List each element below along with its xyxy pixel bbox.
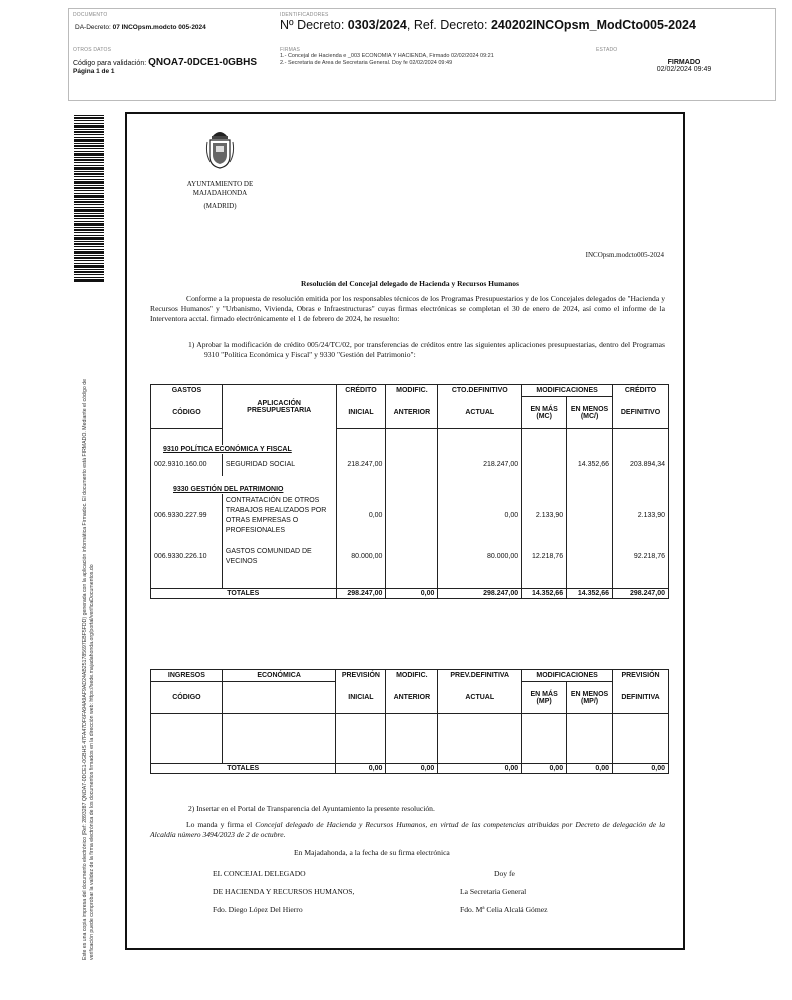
col-modific: MODIFIC. xyxy=(386,385,438,397)
col-en-mas: EN MÁS (MP) xyxy=(522,682,567,714)
col-inicial: INICIAL xyxy=(336,397,386,429)
closing-lead: Lo manda y firma el xyxy=(186,820,253,829)
firma-line-1: 1.- Concejal de Hacienda e _003 ECONOMIA Y HACIENDA, Firmado 02/02/2024 09:21 xyxy=(280,53,494,59)
total-en-mas: 14.352,66 xyxy=(522,589,567,599)
signature-right xyxy=(460,865,548,919)
cell-inicial: 0,00 xyxy=(336,494,386,537)
col-gastos: GASTOS xyxy=(151,385,223,397)
signature-header xyxy=(68,8,776,101)
col-prevision: PREVISIÓN xyxy=(336,670,386,682)
codigo-value[interactable]: QNOA7-0DCE1-0GBHS xyxy=(148,57,258,68)
col-en-mas: EN MÁS (MC) xyxy=(522,397,567,429)
col-credito-2: CRÉDITO xyxy=(613,385,669,397)
ayuntamiento-block xyxy=(160,180,280,211)
table-header-row xyxy=(151,385,669,397)
totals-label: TOTALES xyxy=(151,764,336,774)
cell-actual: 0,00 xyxy=(438,494,522,537)
total-en-mas: 0,00 xyxy=(522,764,567,774)
signature-left xyxy=(213,865,354,919)
cell-anterior xyxy=(386,537,438,577)
ayto-line-2: MAJADAHONDA xyxy=(192,189,248,197)
otros-label: OTROS DATOS xyxy=(73,47,112,53)
cell-en-menos: 14.352,66 xyxy=(567,454,613,476)
col-economica: ECONÓMICA xyxy=(222,670,336,682)
documento-label: DOCUMENTO xyxy=(73,12,108,18)
firma-line-2: 2.- Secretaria de Area de Secretaria General. Doy fe 02/02/2024 09:49 xyxy=(280,60,453,66)
cell-aplicacion: SEGURIDAD SOCIAL xyxy=(222,454,336,476)
signer-left-name: Fdo. Diego López Del Hierro xyxy=(213,905,303,914)
cell-definitivo: 92.218,76 xyxy=(613,537,669,577)
signer-left-area: DE HACIENDA Y RECURSOS HUMANOS, xyxy=(213,887,355,896)
side-text-1: Este es una copia impresa del documento electrónico (Ref: 2893287 QNOA7-0DCE1-0GBHS 47FA47DF6FA94A9AF9AD24AB251785697EBF5FDD) generada con la aplicación informática Firmadoc. El documento está FIRMADO. Mediante el código de xyxy=(82,378,88,960)
table-subheader-row xyxy=(151,682,669,714)
cell-en-mas xyxy=(522,454,567,476)
col-credito: CRÉDITO xyxy=(336,385,386,397)
col-definitiva: DEFINITIVA xyxy=(613,682,669,714)
coat-of-arms-icon xyxy=(205,126,235,170)
ref-num: 240202INCOpsm_ModCto005-2024 xyxy=(490,18,696,32)
otros-datos-cell xyxy=(69,44,276,101)
side-text-2: verificación puede comprobar la validez de la firma electrónica de los documentos firmados en la dirección web: https://sede.majadahonda.org/portal/verificaDocumentos.do xyxy=(89,564,95,960)
cell-anterior xyxy=(386,454,438,476)
col-modificaciones: MODIFICACIONES xyxy=(522,385,613,397)
ingresos-table xyxy=(150,669,669,774)
firmas-label: FIRMAS xyxy=(280,47,301,53)
resolution-item-2: 2) Insertar en el Portal de Transparencia del Ayuntamiento la presente resolución. xyxy=(188,804,435,813)
ref-prefix: , Ref. Decreto: xyxy=(406,18,488,32)
closing-body: Concejal delegado de Hacienda y Recursos Humanos, en virtud de las competencias atribuidas por Decreto de delegación de la Alcaldía número 3494/2023 de 2 de octubre. xyxy=(150,820,665,839)
resolution-item-1: 1) Aprobar la modificación de crédito 005/24/TC/02, por transferencias de créditos entre las siguientes aplicaciones presupuestarias, dentro del Programas 9310 "Política Económica y Fiscal" y 9330 "Gestión del Patrimonio": xyxy=(188,340,665,359)
cell-actual: 80.000,00 xyxy=(438,537,522,577)
cell-en-menos xyxy=(567,494,613,537)
col-anterior: ANTERIOR xyxy=(386,682,438,714)
document-reference: INCOpsm.modcto005-2024 xyxy=(585,251,664,259)
section-row xyxy=(151,445,669,454)
col-codigo: CÓDIGO xyxy=(151,682,223,714)
barcode xyxy=(74,115,104,282)
documento-cell xyxy=(69,9,276,44)
spacer-row xyxy=(151,577,669,589)
col-actual: ACTUAL xyxy=(438,682,522,714)
closing-paragraph xyxy=(150,820,665,840)
cell-inicial: 218.247,00 xyxy=(336,454,386,476)
total-actual: 298.247,00 xyxy=(438,589,522,599)
documento-prefix: DA-Decreto: xyxy=(75,24,111,31)
signer-right-role: La Secretaria General xyxy=(460,887,527,896)
col-aplicacion: APLICACIÓN PRESUPUESTARIA xyxy=(222,385,336,429)
firmas-cell xyxy=(276,44,592,101)
col-inicial: INICIAL xyxy=(336,682,386,714)
decreto-number xyxy=(280,18,772,32)
table-header-row xyxy=(151,670,669,682)
cell-en-mas: 2.133,90 xyxy=(522,494,567,537)
identificadores-cell xyxy=(276,9,776,44)
estado-label: ESTADO xyxy=(596,47,618,53)
cell-en-menos xyxy=(567,537,613,577)
table-row xyxy=(151,454,669,476)
cell-codigo: 002.9310.160.00 xyxy=(151,454,223,476)
col-en-menos: EN MENOS (MC/) xyxy=(567,397,613,429)
cell-aplicacion: CONTRATACIÓN DE OTROS TRABAJOS REALIZADOS POR OTRAS EMPRESAS O PROFESIONALES xyxy=(222,494,336,537)
cell-en-mas: 12.218,76 xyxy=(522,537,567,577)
identificadores-label: IDENTIFICADORES xyxy=(280,12,329,18)
gastos-table xyxy=(150,384,669,599)
totals-row xyxy=(151,589,669,599)
total-anterior: 0,00 xyxy=(386,589,438,599)
ayto-line-1: AYUNTAMIENTO DE xyxy=(186,180,254,188)
ayto-line-3: (MADRID) xyxy=(203,202,237,210)
table-row xyxy=(151,494,669,537)
decreto-num: 0303/2024 xyxy=(347,18,407,32)
col-modificaciones: MODIFICACIONES xyxy=(522,670,613,682)
total-en-menos: 0,00 xyxy=(567,764,613,774)
total-definitivo: 298.247,00 xyxy=(613,589,669,599)
cell-definitivo: 203.894,34 xyxy=(613,454,669,476)
validation-code xyxy=(73,57,272,68)
cell-inicial: 80.000,00 xyxy=(336,537,386,577)
table-row xyxy=(151,537,669,577)
total-en-menos: 14.352,66 xyxy=(567,589,613,599)
cell-codigo: 006.9330.227.99 xyxy=(151,494,223,537)
cell-aplicacion: GASTOS COMUNIDAD DE VECINOS xyxy=(222,537,336,577)
intro-paragraph: Conforme a la propuesta de resolución emitida por los responsables técnicos de los Programas Presupuestarios y de los Concejales delegados de "Hacienda y Recursos Humanos" y "Urbanismo, Vivienda, Obras e Infraestructuras" cuyas firmas electrónicas se completan el 30 de enero de 2024, así como el informe de la Interventora acctal. firmado electrónicamente el 1 de febrero de 2024, he resuelto: xyxy=(150,294,665,323)
cell-actual: 218.247,00 xyxy=(438,454,522,476)
col-prev-definitiva: PREV.DEFINITIVA xyxy=(438,670,522,682)
total-definitiva: 0,00 xyxy=(613,764,669,774)
page-count: Página 1 de 1 xyxy=(73,68,115,75)
total-inicial: 0,00 xyxy=(336,764,386,774)
col-prevision-2: PREVISIÓN xyxy=(613,670,669,682)
cell-definitivo: 2.133,90 xyxy=(613,494,669,537)
place-date: En Majadahonda, a la fecha de su firma electrónica xyxy=(294,848,450,857)
documento-name xyxy=(75,24,272,31)
col-ingresos: INGRESOS xyxy=(151,670,223,682)
totals-label: TOTALES xyxy=(151,589,337,599)
signer-right-name: Fdo. Mª Celia Alcalá Gómez xyxy=(460,905,548,914)
spacer-row xyxy=(151,714,669,764)
totals-row xyxy=(151,764,669,774)
section-title-9310: 9310 POLÍTICA ECONÓMICA Y FISCAL xyxy=(163,445,292,453)
section-title-9330: 9330 GESTIÓN DEL PATRIMONIO xyxy=(173,485,284,493)
col-definitivo: DEFINITIVO xyxy=(613,397,669,429)
estado-value xyxy=(596,59,772,73)
col-cto-definitivo: CTO.DEFINITIVO xyxy=(438,385,522,397)
codigo-prefix: Código para validación: xyxy=(73,60,147,67)
documento-id: 07 INCOpsm.modcto 005-2024 xyxy=(112,24,206,31)
cell-codigo: 006.9330.226.10 xyxy=(151,537,223,577)
estado-cell xyxy=(592,44,776,101)
estado-status: FIRMADO xyxy=(667,59,701,66)
resolution-title: Resolución del Concejal delegado de Hacienda y Recursos Humanos xyxy=(301,279,519,288)
col-anterior: ANTERIOR xyxy=(386,397,438,429)
col-actual: ACTUAL xyxy=(438,397,522,429)
spacer-row xyxy=(151,429,669,445)
col-codigo: CÓDIGO xyxy=(151,397,223,429)
col-en-menos: EN MENOS (MP/) xyxy=(567,682,613,714)
side-verification-text xyxy=(82,300,96,960)
decreto-prefix: Nº Decreto: xyxy=(280,18,345,32)
col-empty xyxy=(222,682,336,714)
estado-date: 02/02/2024 09:49 xyxy=(656,66,712,73)
cell-anterior xyxy=(386,494,438,537)
section-row xyxy=(151,476,669,494)
total-anterior: 0,00 xyxy=(386,764,438,774)
signer-right-doyfe: Doy fe xyxy=(494,869,515,878)
signer-left-role: EL CONCEJAL DELEGADO xyxy=(213,869,306,878)
total-actual: 0,00 xyxy=(438,764,522,774)
col-modific: MODIFIC. xyxy=(386,670,438,682)
total-inicial: 298.247,00 xyxy=(336,589,386,599)
